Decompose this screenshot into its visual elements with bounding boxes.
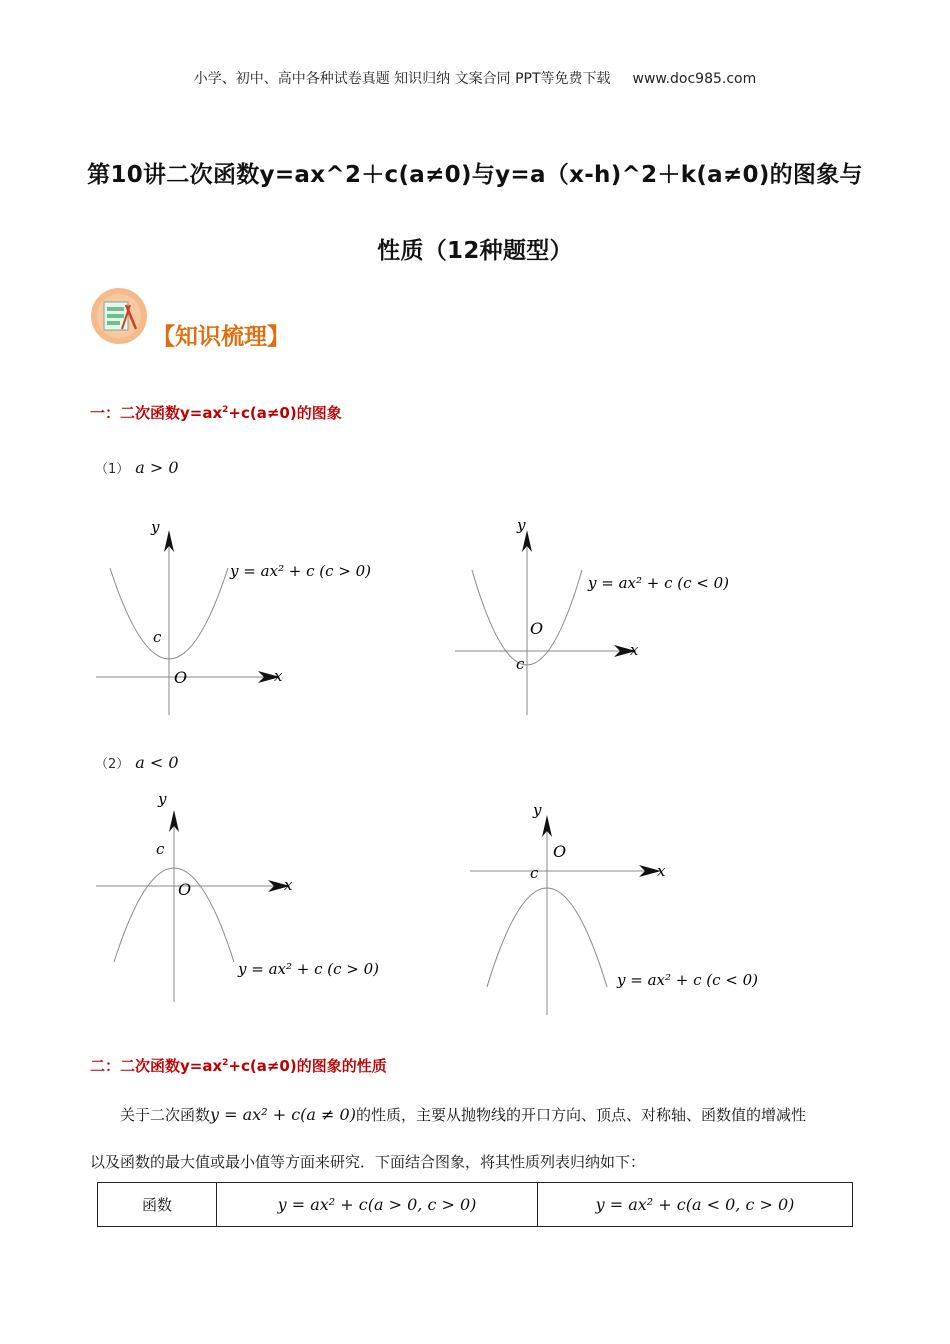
y-axis-label: y — [517, 516, 526, 534]
graph-2 — [450, 510, 750, 720]
section-1-title-pre: 一：二次函数y=ax — [90, 404, 223, 422]
graph-4 — [465, 795, 765, 1020]
x-axis-label: x — [630, 641, 639, 659]
properties-table — [97, 1182, 853, 1227]
c-label: c — [530, 864, 539, 882]
y-axis-label: y — [158, 790, 167, 808]
section-2-title-pre: 二：二次函数y=ax — [90, 1057, 223, 1075]
graph-2-equation: y = ax² + c (c < 0) — [588, 574, 730, 592]
notebook-pencil-icon — [90, 287, 148, 345]
graph-3-equation: y = ax² + c (c > 0) — [238, 960, 380, 978]
graph-3 — [90, 790, 390, 1005]
properties-paragraph-line2: 以及函数的最大值或最小值等方面来研究．下面结合图象，将其性质列表归纳如下： — [90, 1153, 646, 1171]
section-2-sup: 2 — [222, 1058, 229, 1068]
page-title-line2: 性质（12种题型） — [377, 238, 573, 264]
graph-4-equation: y = ax² + c (c < 0) — [617, 971, 759, 989]
origin-label: O — [553, 842, 567, 861]
graph-1 — [90, 510, 380, 720]
section-1-heading — [90, 402, 342, 423]
table-cell-a-positive — [217, 1183, 538, 1227]
c-label: c — [156, 840, 165, 858]
origin-label: O — [178, 880, 192, 899]
header-text: 小学、初中、高中各种试卷真题 知识归纳 文案合同 PPT等免费下载 — [193, 71, 611, 87]
case-1-num: （1） — [95, 462, 130, 477]
section-2-title-post: +c(a≠0)的图象的性质 — [228, 1057, 387, 1075]
x-axis-label: x — [657, 862, 666, 880]
origin-label: O — [530, 619, 544, 638]
table-formula-2: y = ax² + c(a < 0, c > 0) — [595, 1195, 795, 1214]
case-2-label — [95, 753, 179, 772]
paragraph-post: 的性质，主要从抛物线的开口方向、顶点、对称轴、函数值的增减性 — [355, 1106, 806, 1124]
site-header — [0, 68, 950, 88]
section-1-sup: 2 — [222, 405, 229, 415]
knowledge-heading: 【知识梳理】 — [152, 324, 290, 350]
table-cell-a-negative — [538, 1183, 853, 1227]
c-label: c — [153, 628, 162, 646]
table-row — [98, 1183, 853, 1227]
table-header-cell: 函数 — [98, 1183, 217, 1227]
paragraph-pre: 关于二次函数 — [120, 1106, 211, 1124]
page-title-line1: 第10讲二次函数y=ax^2＋c(a≠0)与y=a（x-h)^2＋k(a≠0)的图象与 — [87, 162, 863, 188]
origin-label: O — [174, 668, 188, 687]
section-1-title-post: +c(a≠0)的图象 — [228, 404, 342, 422]
x-axis-label: x — [274, 667, 283, 685]
case-2-num: （2） — [95, 757, 130, 772]
properties-paragraph-line1 — [90, 1104, 870, 1126]
case-1-label — [95, 458, 179, 477]
case-1-condition: a > 0 — [135, 458, 179, 477]
case-2-condition: a < 0 — [135, 753, 179, 772]
y-axis-label: y — [151, 518, 160, 536]
c-label: c — [516, 655, 525, 673]
table-formula-1: y = ax² + c(a > 0, c > 0) — [277, 1195, 477, 1214]
graph-1-equation: y = ax² + c (c > 0) — [230, 562, 372, 580]
paragraph-formula: y = ax² + c(a ≠ 0) — [210, 1105, 356, 1124]
x-axis-label: x — [284, 876, 293, 894]
header-site-link[interactable]: www.doc985.com — [632, 71, 757, 87]
y-axis-label: y — [533, 801, 542, 819]
section-2-heading — [90, 1055, 387, 1076]
